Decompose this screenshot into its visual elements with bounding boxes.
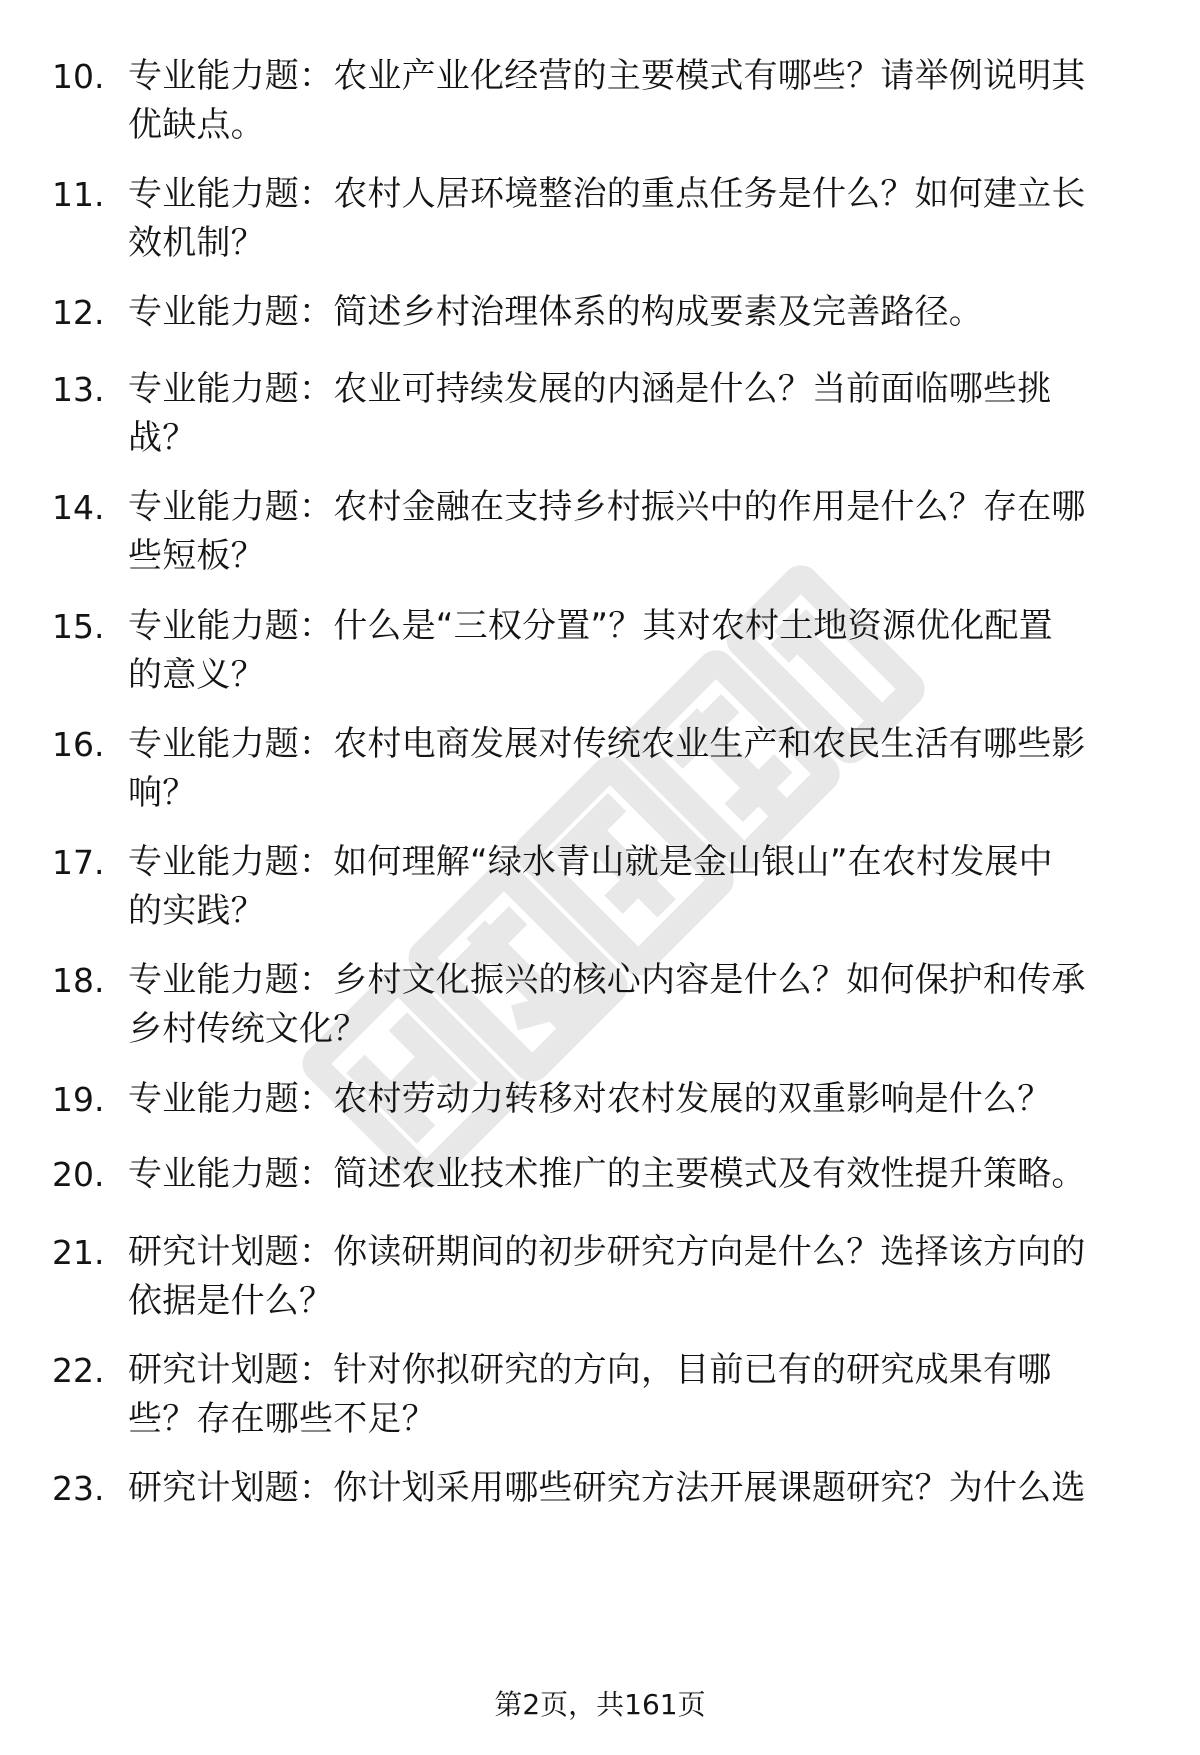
question-number: 12.: [52, 293, 105, 332]
question-text: [128, 1075, 1150, 1124]
question-line: 些短板？: [128, 536, 265, 576]
question-line: 专业能力题：农村人居环境整治的重点任务是什么？如何建立长: [128, 174, 1086, 214]
question-line: 响？: [128, 773, 197, 813]
question-number: 18.: [52, 961, 105, 1000]
question-line: 专业能力题：简述乡村治理体系的构成要素及完善路径。: [128, 292, 983, 332]
question-number: 15.: [52, 607, 105, 646]
question-line: 效机制？: [128, 223, 265, 263]
question-line: 优缺点。: [128, 105, 265, 145]
question-line: 研究计划题：你计划采用哪些研究方法开展课题研究？为什么选: [128, 1468, 1086, 1508]
question-number: 10.: [52, 57, 105, 96]
question-line: 专业能力题：乡村文化振兴的核心内容是什么？如何保护和传承: [128, 960, 1086, 1000]
question-text: [128, 52, 1150, 150]
question-line: 专业能力题：简述农业技术推广的主要模式及有效性提升策略。: [128, 1154, 1086, 1194]
question-text: [128, 956, 1150, 1054]
question-text: [128, 365, 1150, 463]
question-line: 依据是什么？: [128, 1281, 334, 1321]
question-line: 专业能力题：农业可持续发展的内涵是什么？当前面临哪些挑: [128, 369, 1052, 409]
question-text: [128, 1464, 1150, 1513]
question-number: 23.: [52, 1469, 105, 1508]
question-text: [128, 1346, 1150, 1444]
question-line: 乡村传统文化？: [128, 1009, 368, 1049]
question-text: [128, 602, 1150, 700]
question-line: 专业能力题：什么是“三权分置”？其对农村土地资源优化配置: [128, 606, 1053, 646]
question-number: 22.: [52, 1351, 105, 1390]
question-line: 研究计划题：针对你拟研究的方向，目前已有的研究成果有哪: [128, 1350, 1052, 1390]
question-number: 16.: [52, 725, 105, 764]
question-line: 战？: [128, 418, 197, 458]
question-line: 专业能力题：农村电商发展对传统农业生产和农民生活有哪些影: [128, 724, 1086, 764]
question-text: [128, 720, 1150, 818]
question-text: [128, 483, 1150, 581]
question-text: [128, 288, 1150, 337]
question-number: 13.: [52, 370, 105, 409]
question-number: 19.: [52, 1080, 105, 1119]
question-text: [128, 838, 1150, 936]
question-number: 11.: [52, 175, 105, 214]
question-number: 21.: [52, 1233, 105, 1272]
question-line: 专业能力题：农村金融在支持乡村振兴中的作用是什么？存在哪: [128, 487, 1086, 527]
question-line: 专业能力题：如何理解“绿水青山就是金山银山”在农村发展中: [128, 842, 1053, 882]
question-text: [128, 1150, 1150, 1199]
question-line: 专业能力题：农村劳动力转移对农村发展的双重影响是什么？: [128, 1079, 1052, 1119]
question-number: 17.: [52, 843, 105, 882]
question-line: 的意义？: [128, 655, 265, 695]
question-line: 些？存在哪些不足？: [128, 1399, 436, 1439]
page-footer: 第2页，共161页: [494, 1688, 706, 1721]
question-text: [128, 170, 1150, 268]
question-number: 14.: [52, 488, 105, 527]
question-number: 20.: [52, 1155, 105, 1194]
question-line: 研究计划题：你读研期间的初步研究方向是什么？选择该方向的: [128, 1232, 1086, 1272]
question-text: [128, 1228, 1150, 1326]
question-line: 专业能力题：农业产业化经营的主要模式有哪些？请举例说明其: [128, 56, 1086, 96]
question-line: 的实践？: [128, 891, 265, 931]
